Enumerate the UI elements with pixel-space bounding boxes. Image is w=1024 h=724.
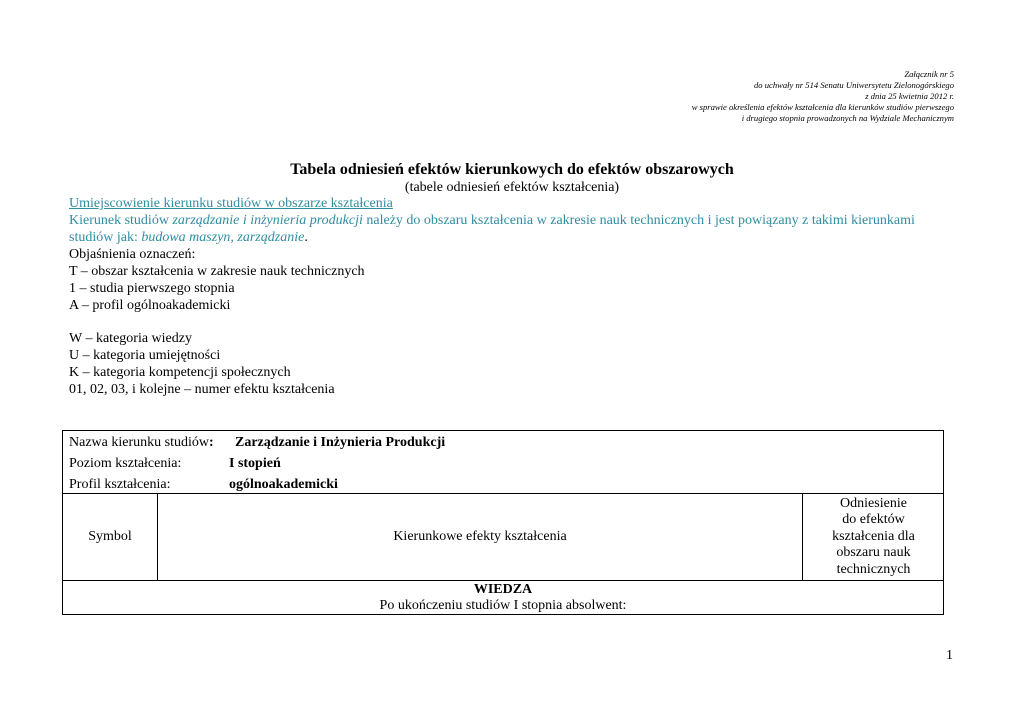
table-header-row: [62, 494, 944, 581]
knowledge-section-row: [62, 580, 944, 615]
placement-heading: Umiejscowienie kierunku studiów w obszarze kształcenia: [69, 196, 393, 211]
legend-item: 1 – studia pierwszego stopnia: [69, 281, 235, 296]
document-title: Tabela odniesień efektów kierunkowych do efektów obszarowych: [290, 161, 734, 178]
related-programs-italic: budowa maszyn, zarządzanie: [141, 230, 305, 245]
annex-line: i drugiego stopnia prowadzonych na Wydziale Mechanicznym: [741, 113, 954, 123]
annex-line: w sprawie określenia efektów kształcenia dla kierunków studiów pierwszego: [691, 102, 954, 112]
header-reference-line: Odniesienie: [840, 495, 907, 511]
header-reference-line: do efektów: [842, 512, 905, 528]
program-name-row: [69, 433, 214, 453]
placement-middle: należy do obszaru kształcenia w zakresie nauk technicznych i jest powiązany z takimi kierunkami: [362, 213, 915, 228]
legend-item: 01, 02, 03, i kolejne – numer efektu kształcenia: [69, 382, 335, 397]
placement-paragraph-line-2: [69, 229, 959, 246]
program-label: Nazwa kierunku studiów: [69, 435, 209, 450]
section-subtitle: Po ukończeniu studiów I stopnia absolwent:: [379, 598, 627, 613]
legend-heading: Objaśnienia oznaczeń:: [69, 247, 196, 262]
annex-note: [692, 69, 954, 124]
placement-paragraph-line-1: [69, 212, 959, 229]
legend-item: W – kategoria wiedzy: [69, 331, 192, 346]
profile-value: ogólnoakademicki: [229, 477, 338, 492]
page-number: 1: [946, 648, 953, 663]
header-reference-line: kształcenia dla: [832, 528, 915, 544]
document-subtitle: (tabele odniesień efektów kształcenia): [404, 180, 620, 195]
header-reference-line: obszaru nauk: [836, 545, 911, 561]
header-reference: [803, 494, 944, 580]
legend-item: A – profil ogólnoakademicki: [69, 298, 231, 313]
placement-prefix: Kierunek studiów: [69, 213, 173, 228]
program-info-box: [62, 430, 944, 494]
spacer: [69, 314, 959, 330]
program-label-colon: :: [208, 435, 214, 450]
level-value: I stopień: [229, 456, 281, 471]
legend-item: K – kategoria kompetencji społecznych: [69, 365, 291, 380]
header-effects: Kierunkowe efekty kształcenia: [158, 494, 803, 580]
section-title: WIEDZA: [473, 582, 533, 597]
annex-line: do uchwały nr 514 Senatu Uniwersytetu Zielonogórskiego: [753, 80, 954, 90]
legend-item: T – obszar kształcenia w zakresie nauk technicznych: [69, 264, 365, 279]
legend-item: U – kategoria umiejętności: [69, 348, 221, 363]
annex-line: Załącznik nr 5: [904, 69, 954, 79]
header-symbol: Symbol: [63, 494, 158, 580]
profile-label: Profil kształcenia:: [69, 477, 171, 492]
placement-suffix: .: [304, 230, 308, 245]
header-reference-line: technicznych: [836, 561, 911, 577]
level-label: Poziom kształcenia:: [69, 456, 182, 471]
annex-line: z dnia 25 kwietnia 2012 r.: [865, 91, 954, 101]
program-value: Zarządzanie i Inżynieria Produkcji: [235, 435, 446, 450]
placement-prefix-2: studiów jak:: [69, 230, 142, 245]
intro-section: [69, 195, 959, 398]
program-name-italic: zarządzanie i inżynieria produkcji: [172, 213, 363, 228]
